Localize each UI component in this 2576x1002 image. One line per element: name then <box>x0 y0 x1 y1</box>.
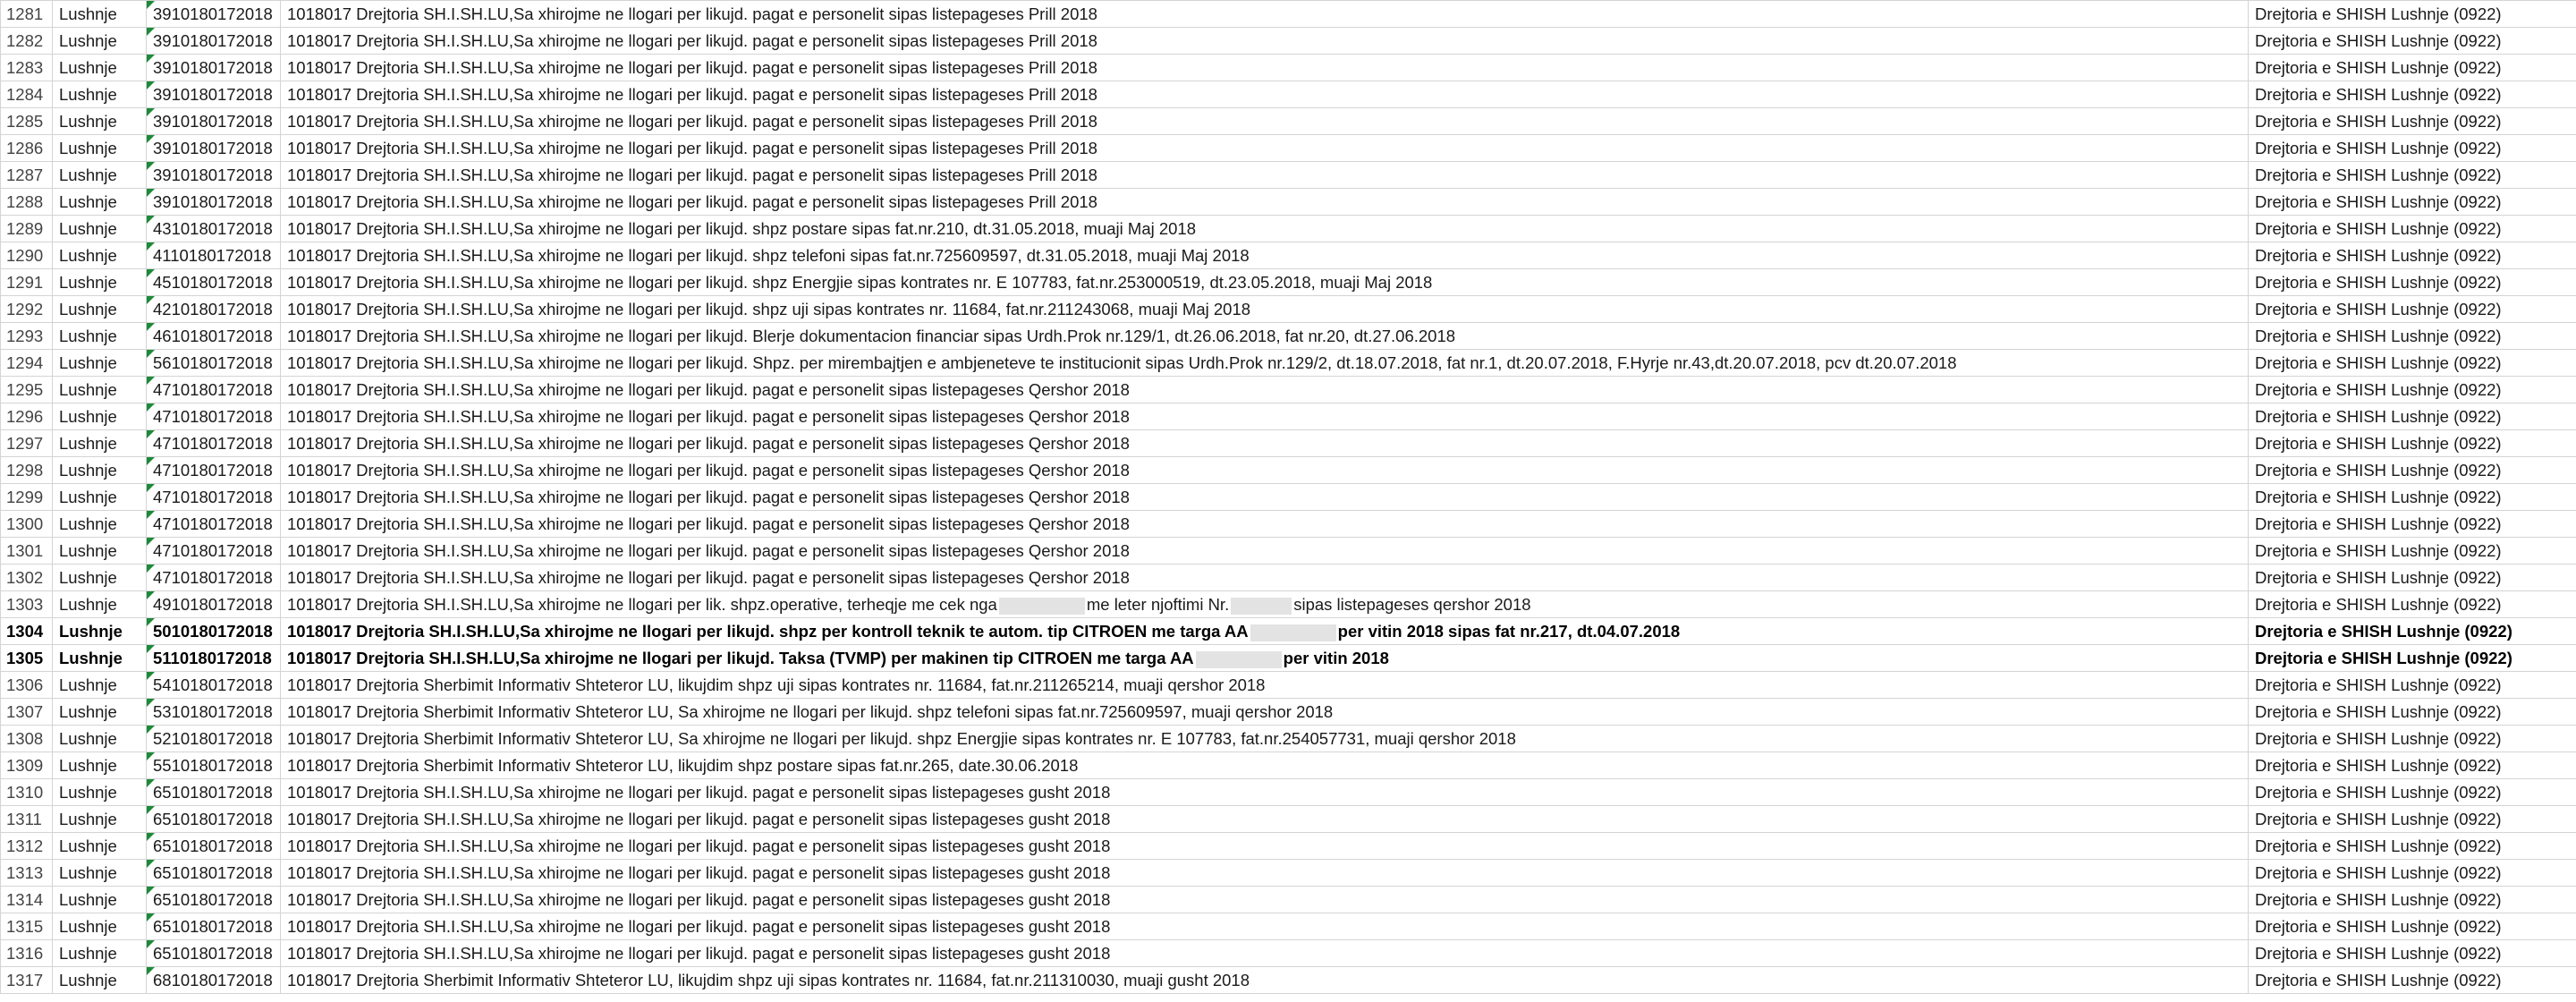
city-cell[interactable]: Lushnje <box>53 726 147 752</box>
row-number-cell[interactable]: 1314 <box>1 887 53 913</box>
description-cell[interactable]: 1018017 Drejtoria Sherbimit Informativ Shteteror LU, likujdim shpz uji sipas kontrates nr. 11684, fat.nr.211265214, muaji qershor 2018 <box>281 672 2249 699</box>
institution-cell[interactable]: Drejtoria e SHISH Lushnje (0922) <box>2249 323 2576 350</box>
table-row[interactable] <box>1 216 2576 242</box>
code-cell[interactable]: 4710180172018 <box>147 377 281 403</box>
table-row[interactable] <box>1 779 2576 806</box>
institution-cell[interactable]: Drejtoria e SHISH Lushnje (0922) <box>2249 377 2576 403</box>
code-cell[interactable]: 4210180172018 <box>147 296 281 323</box>
code-cell[interactable]: 6510180172018 <box>147 913 281 940</box>
institution-cell[interactable]: Drejtoria e SHISH Lushnje (0922) <box>2249 296 2576 323</box>
table-row[interactable] <box>1 699 2576 726</box>
table-row[interactable] <box>1 189 2576 216</box>
city-cell[interactable]: Lushnje <box>53 779 147 806</box>
city-cell[interactable]: Lushnje <box>53 672 147 699</box>
institution-cell[interactable]: Drejtoria e SHISH Lushnje (0922) <box>2249 833 2576 860</box>
description-cell[interactable] <box>281 591 2249 618</box>
city-cell[interactable]: Lushnje <box>53 752 147 779</box>
city-cell[interactable]: Lushnje <box>53 618 147 645</box>
city-cell[interactable]: Lushnje <box>53 55 147 81</box>
row-number-cell[interactable]: 1294 <box>1 350 53 377</box>
institution-cell[interactable]: Drejtoria e SHISH Lushnje (0922) <box>2249 242 2576 269</box>
institution-cell[interactable]: Drejtoria e SHISH Lushnje (0922) <box>2249 81 2576 108</box>
institution-cell[interactable]: Drejtoria e SHISH Lushnje (0922) <box>2249 726 2576 752</box>
description-cell[interactable]: 1018017 Drejtoria SH.I.SH.LU,Sa xhirojme ne llogari per likujd. shpz Energjie sipas kontrates nr. E 107783, fat.nr.253000519, dt.23.05.2018, muaji Maj 2018 <box>281 269 2249 296</box>
row-number-cell[interactable]: 1310 <box>1 779 53 806</box>
code-cell[interactable]: 3910180172018 <box>147 189 281 216</box>
city-cell[interactable]: Lushnje <box>53 189 147 216</box>
description-cell[interactable]: 1018017 Drejtoria SH.I.SH.LU,Sa xhirojme ne llogari per likujd. pagat e personelit sipas listepageses Prill 2018 <box>281 55 2249 81</box>
institution-cell[interactable]: Drejtoria e SHISH Lushnje (0922) <box>2249 1 2576 28</box>
institution-cell[interactable]: Drejtoria e SHISH Lushnje (0922) <box>2249 216 2576 242</box>
city-cell[interactable]: Lushnje <box>53 323 147 350</box>
code-cell[interactable]: 4710180172018 <box>147 565 281 591</box>
description-cell[interactable]: 1018017 Drejtoria Sherbimit Informativ Shteteror LU, Sa xhirojme ne llogari per likujd. shpz Energjie sipas kontrates nr. E 107783, fat.nr.254057731, muaji qershor 2018 <box>281 726 2249 752</box>
code-cell[interactable]: 4710180172018 <box>147 457 281 484</box>
city-cell[interactable]: Lushnje <box>53 28 147 55</box>
description-cell[interactable] <box>281 645 2249 672</box>
row-number-cell[interactable]: 1283 <box>1 55 53 81</box>
description-cell[interactable]: 1018017 Drejtoria SH.I.SH.LU,Sa xhirojme ne llogari per likujd. pagat e personelit sipas listepageses Qershor 2018 <box>281 565 2249 591</box>
row-number-cell[interactable]: 1296 <box>1 403 53 430</box>
code-cell[interactable]: 3910180172018 <box>147 28 281 55</box>
row-number-cell[interactable]: 1303 <box>1 591 53 618</box>
code-cell[interactable]: 6510180172018 <box>147 806 281 833</box>
table-row[interactable] <box>1 538 2576 565</box>
table-row[interactable] <box>1 403 2576 430</box>
row-number-cell[interactable]: 1317 <box>1 967 53 994</box>
code-cell[interactable]: 3910180172018 <box>147 135 281 162</box>
description-cell[interactable]: 1018017 Drejtoria SH.I.SH.LU,Sa xhirojme ne llogari per likujd. pagat e personelit sipas listepageses Prill 2018 <box>281 135 2249 162</box>
description-cell[interactable]: 1018017 Drejtoria SH.I.SH.LU,Sa xhirojme ne llogari per likujd. pagat e personelit sipas listepageses gusht 2018 <box>281 806 2249 833</box>
description-cell[interactable]: 1018017 Drejtoria SH.I.SH.LU,Sa xhirojme ne llogari per likujd. pagat e personelit sipas listepageses gusht 2018 <box>281 860 2249 887</box>
city-cell[interactable]: Lushnje <box>53 1 147 28</box>
row-number-cell[interactable]: 1290 <box>1 242 53 269</box>
institution-cell[interactable]: Drejtoria e SHISH Lushnje (0922) <box>2249 887 2576 913</box>
table-row[interactable] <box>1 511 2576 538</box>
description-text: per vitin 2018 sipas fat nr.217, dt.04.07.2018 <box>1337 622 1681 641</box>
description-cell[interactable]: 1018017 Drejtoria SH.I.SH.LU,Sa xhirojme ne llogari per likujd. pagat e personelit sipas listepageses Prill 2018 <box>281 81 2249 108</box>
description-cell[interactable]: 1018017 Drejtoria Sherbimit Informativ Shteteror LU, likujdim shpz postare sipas fat.nr.265, date.30.06.2018 <box>281 752 2249 779</box>
table-row[interactable] <box>1 940 2576 967</box>
table-row[interactable] <box>1 350 2576 377</box>
description-cell[interactable]: 1018017 Drejtoria SH.I.SH.LU,Sa xhirojme ne llogari per likujd. pagat e personelit sipas listepageses Qershor 2018 <box>281 457 2249 484</box>
code-cell[interactable]: 4710180172018 <box>147 430 281 457</box>
city-cell[interactable]: Lushnje <box>53 565 147 591</box>
description-cell[interactable]: 1018017 Drejtoria SH.I.SH.LU,Sa xhirojme ne llogari per likujd. pagat e personelit sipas listepageses Prill 2018 <box>281 189 2249 216</box>
city-cell[interactable]: Lushnje <box>53 645 147 672</box>
institution-cell[interactable]: Drejtoria e SHISH Lushnje (0922) <box>2249 806 2576 833</box>
description-cell[interactable]: 1018017 Drejtoria SH.I.SH.LU,Sa xhirojme ne llogari per likujd. pagat e personelit sipas listepageses Qershor 2018 <box>281 511 2249 538</box>
institution-cell[interactable]: Drejtoria e SHISH Lushnje (0922) <box>2249 779 2576 806</box>
city-cell[interactable]: Lushnje <box>53 216 147 242</box>
city-cell[interactable]: Lushnje <box>53 162 147 189</box>
table-row[interactable] <box>1 1 2576 28</box>
code-cell[interactable]: 5510180172018 <box>147 752 281 779</box>
redacted-block <box>1250 624 1336 641</box>
row-number-cell[interactable]: 1295 <box>1 377 53 403</box>
description-text: 1018017 Drejtoria SH.I.SH.LU,Sa xhirojme ne llogari per likujd. shpz per kontroll teknik te autom. tip CITROEN me targa AA <box>287 622 1249 641</box>
row-number-cell[interactable]: 1302 <box>1 565 53 591</box>
table-row[interactable] <box>1 55 2576 81</box>
row-number-cell[interactable]: 1293 <box>1 323 53 350</box>
code-cell[interactable]: 4710180172018 <box>147 538 281 565</box>
table-row[interactable] <box>1 752 2576 779</box>
description-cell[interactable] <box>281 618 2249 645</box>
description-cell[interactable]: 1018017 Drejtoria SH.I.SH.LU,Sa xhirojme ne llogari per likujd. pagat e personelit sipas listepageses gusht 2018 <box>281 887 2249 913</box>
table-row[interactable] <box>1 242 2576 269</box>
row-number-cell[interactable]: 1281 <box>1 1 53 28</box>
institution-cell[interactable]: Drejtoria e SHISH Lushnje (0922) <box>2249 484 2576 511</box>
description-cell[interactable]: 1018017 Drejtoria SH.I.SH.LU,Sa xhirojme ne llogari per likujd. pagat e personelit sipas listepageses Prill 2018 <box>281 28 2249 55</box>
institution-cell[interactable]: Drejtoria e SHISH Lushnje (0922) <box>2249 618 2576 645</box>
code-cell[interactable]: 3910180172018 <box>147 1 281 28</box>
institution-cell[interactable]: Drejtoria e SHISH Lushnje (0922) <box>2249 350 2576 377</box>
city-cell[interactable]: Lushnje <box>53 699 147 726</box>
table-row[interactable] <box>1 108 2576 135</box>
table-row[interactable] <box>1 162 2576 189</box>
table-row[interactable] <box>1 913 2576 940</box>
table-row[interactable] <box>1 591 2576 618</box>
description-text: per vitin 2018 <box>1283 649 1389 667</box>
table-row[interactable] <box>1 135 2576 162</box>
redacted-block <box>1231 598 1292 615</box>
description-cell[interactable]: 1018017 Drejtoria SH.I.SH.LU,Sa xhirojme ne llogari per likujd. pagat e personelit sipas listepageses Prill 2018 <box>281 1 2249 28</box>
row-number-cell[interactable]: 1307 <box>1 699 53 726</box>
code-cell[interactable]: 4510180172018 <box>147 269 281 296</box>
city-cell[interactable]: Lushnje <box>53 887 147 913</box>
row-number-cell[interactable]: 1298 <box>1 457 53 484</box>
code-cell[interactable]: 3910180172018 <box>147 55 281 81</box>
row-number-cell[interactable]: 1311 <box>1 806 53 833</box>
code-cell[interactable]: 6510180172018 <box>147 833 281 860</box>
row-number-cell[interactable]: 1306 <box>1 672 53 699</box>
code-cell[interactable]: 4710180172018 <box>147 403 281 430</box>
table-row[interactable] <box>1 377 2576 403</box>
code-cell[interactable]: 4710180172018 <box>147 484 281 511</box>
code-cell[interactable]: 3910180172018 <box>147 108 281 135</box>
city-cell[interactable]: Lushnje <box>53 430 147 457</box>
institution-cell[interactable]: Drejtoria e SHISH Lushnje (0922) <box>2249 403 2576 430</box>
institution-cell[interactable]: Drejtoria e SHISH Lushnje (0922) <box>2249 430 2576 457</box>
city-cell[interactable]: Lushnje <box>53 403 147 430</box>
city-cell[interactable]: Lushnje <box>53 81 147 108</box>
row-number-cell[interactable]: 1289 <box>1 216 53 242</box>
code-cell[interactable]: 3910180172018 <box>147 81 281 108</box>
row-number-cell[interactable]: 1287 <box>1 162 53 189</box>
description-cell[interactable]: 1018017 Drejtoria SH.I.SH.LU,Sa xhirojme ne llogari per likujd. pagat e personelit sipas listepageses Qershor 2018 <box>281 484 2249 511</box>
institution-cell[interactable]: Drejtoria e SHISH Lushnje (0922) <box>2249 511 2576 538</box>
table-row[interactable] <box>1 618 2576 645</box>
description-cell[interactable]: 1018017 Drejtoria SH.I.SH.LU,Sa xhirojme ne llogari per likujd. pagat e personelit sipas listepageses Qershor 2018 <box>281 538 2249 565</box>
code-cell[interactable]: 4910180172018 <box>147 591 281 618</box>
institution-cell[interactable]: Drejtoria e SHISH Lushnje (0922) <box>2249 108 2576 135</box>
description-text: me leter njoftimi Nr. <box>1086 595 1230 614</box>
city-cell[interactable]: Lushnje <box>53 484 147 511</box>
city-cell[interactable]: Lushnje <box>53 269 147 296</box>
table-row[interactable] <box>1 430 2576 457</box>
institution-cell[interactable]: Drejtoria e SHISH Lushnje (0922) <box>2249 591 2576 618</box>
city-cell[interactable]: Lushnje <box>53 833 147 860</box>
description-cell[interactable]: 1018017 Drejtoria Sherbimit Informativ Shteteror LU, Sa xhirojme ne llogari per likujd. shpz telefoni sipas fat.nr.725609597, muaji qershor 2018 <box>281 699 2249 726</box>
city-cell[interactable]: Lushnje <box>53 967 147 994</box>
row-number-cell[interactable]: 1297 <box>1 430 53 457</box>
row-number-cell[interactable]: 1315 <box>1 913 53 940</box>
city-cell[interactable]: Lushnje <box>53 913 147 940</box>
code-cell[interactable]: 6510180172018 <box>147 887 281 913</box>
description-text: 1018017 Drejtoria SH.I.SH.LU,Sa xhirojme ne llogari per likujd. Taksa (TVMP) per makinen tip CITROEN me targa AA <box>287 649 1194 667</box>
table-row[interactable] <box>1 967 2576 994</box>
code-cell[interactable]: 6510180172018 <box>147 779 281 806</box>
institution-cell[interactable]: Drejtoria e SHISH Lushnje (0922) <box>2249 189 2576 216</box>
institution-cell[interactable]: Drejtoria e SHISH Lushnje (0922) <box>2249 940 2576 967</box>
description-cell[interactable]: 1018017 Drejtoria SH.I.SH.LU,Sa xhirojme ne llogari per likujd. shpz telefoni sipas fat.nr.725609597, dt.31.05.2018, muaji Maj 2018 <box>281 242 2249 269</box>
city-cell[interactable]: Lushnje <box>53 860 147 887</box>
institution-cell[interactable]: Drejtoria e SHISH Lushnje (0922) <box>2249 55 2576 81</box>
institution-cell[interactable]: Drejtoria e SHISH Lushnje (0922) <box>2249 699 2576 726</box>
table-row[interactable] <box>1 806 2576 833</box>
description-cell[interactable]: 1018017 Drejtoria SH.I.SH.LU,Sa xhirojme ne llogari per likujd. pagat e personelit sipas listepageses Qershor 2018 <box>281 403 2249 430</box>
row-number-cell[interactable]: 1286 <box>1 135 53 162</box>
table-row[interactable] <box>1 860 2576 887</box>
row-number-cell[interactable]: 1282 <box>1 28 53 55</box>
row-number-cell[interactable]: 1304 <box>1 618 53 645</box>
row-number-cell[interactable]: 1305 <box>1 645 53 672</box>
description-cell[interactable]: 1018017 Drejtoria SH.I.SH.LU,Sa xhirojme ne llogari per likujd. pagat e personelit sipas listepageses gusht 2018 <box>281 940 2249 967</box>
institution-cell[interactable]: Drejtoria e SHISH Lushnje (0922) <box>2249 672 2576 699</box>
city-cell[interactable]: Lushnje <box>53 538 147 565</box>
row-number-cell[interactable]: 1292 <box>1 296 53 323</box>
institution-cell[interactable]: Drejtoria e SHISH Lushnje (0922) <box>2249 967 2576 994</box>
city-cell[interactable]: Lushnje <box>53 591 147 618</box>
row-number-cell[interactable]: 1301 <box>1 538 53 565</box>
description-cell[interactable]: 1018017 Drejtoria SH.I.SH.LU,Sa xhirojme ne llogari per likujd. pagat e personelit sipas listepageses gusht 2018 <box>281 833 2249 860</box>
code-cell[interactable]: 5410180172018 <box>147 672 281 699</box>
description-cell[interactable]: 1018017 Drejtoria SH.I.SH.LU,Sa xhirojme ne llogari per likujd. pagat e personelit sipas listepageses gusht 2018 <box>281 913 2249 940</box>
description-cell[interactable]: 1018017 Drejtoria SH.I.SH.LU,Sa xhirojme ne llogari per likujd. pagat e personelit sipas listepageses gusht 2018 <box>281 779 2249 806</box>
institution-cell[interactable]: Drejtoria e SHISH Lushnje (0922) <box>2249 860 2576 887</box>
city-cell[interactable]: Lushnje <box>53 940 147 967</box>
description-cell[interactable]: 1018017 Drejtoria SH.I.SH.LU,Sa xhirojme ne llogari per likujd. Blerje dokumentacion financiar sipas Urdh.Prok nr.129/1, dt.26.06.2018, fat nr.20, dt.27.06.2018 <box>281 323 2249 350</box>
row-number-cell[interactable]: 1300 <box>1 511 53 538</box>
institution-cell[interactable]: Drejtoria e SHISH Lushnje (0922) <box>2249 752 2576 779</box>
city-cell[interactable]: Lushnje <box>53 108 147 135</box>
city-cell[interactable]: Lushnje <box>53 511 147 538</box>
institution-cell[interactable]: Drejtoria e SHISH Lushnje (0922) <box>2249 645 2576 672</box>
table-row[interactable] <box>1 323 2576 350</box>
row-number-cell[interactable]: 1299 <box>1 484 53 511</box>
row-number-cell[interactable]: 1313 <box>1 860 53 887</box>
code-cell[interactable]: 5310180172018 <box>147 699 281 726</box>
code-cell[interactable]: 5610180172018 <box>147 350 281 377</box>
institution-cell[interactable]: Drejtoria e SHISH Lushnje (0922) <box>2249 162 2576 189</box>
code-cell[interactable]: 5010180172018 <box>147 618 281 645</box>
institution-cell[interactable]: Drejtoria e SHISH Lushnje (0922) <box>2249 269 2576 296</box>
institution-cell[interactable]: Drejtoria e SHISH Lushnje (0922) <box>2249 135 2576 162</box>
code-cell[interactable]: 6810180172018 <box>147 967 281 994</box>
table-row[interactable] <box>1 672 2576 699</box>
table-row[interactable] <box>1 457 2576 484</box>
institution-cell[interactable]: Drejtoria e SHISH Lushnje (0922) <box>2249 457 2576 484</box>
table-row[interactable] <box>1 269 2576 296</box>
city-cell[interactable]: Lushnje <box>53 457 147 484</box>
description-cell[interactable]: 1018017 Drejtoria SH.I.SH.LU,Sa xhirojme ne llogari per likujd. pagat e personelit sipas listepageses Qershor 2018 <box>281 377 2249 403</box>
code-cell[interactable]: 6510180172018 <box>147 860 281 887</box>
table-row[interactable] <box>1 645 2576 672</box>
city-cell[interactable]: Lushnje <box>53 377 147 403</box>
row-number-cell[interactable]: 1285 <box>1 108 53 135</box>
row-number-cell[interactable]: 1308 <box>1 726 53 752</box>
description-text: sipas listepageses qershor 2018 <box>1293 595 1531 614</box>
table-row[interactable] <box>1 484 2576 511</box>
code-cell[interactable]: 4310180172018 <box>147 216 281 242</box>
table-row[interactable] <box>1 887 2576 913</box>
institution-cell[interactable]: Drejtoria e SHISH Lushnje (0922) <box>2249 913 2576 940</box>
institution-cell[interactable]: Drejtoria e SHISH Lushnje (0922) <box>2249 538 2576 565</box>
city-cell[interactable]: Lushnje <box>53 806 147 833</box>
code-cell[interactable]: 4610180172018 <box>147 323 281 350</box>
row-number-cell[interactable]: 1316 <box>1 940 53 967</box>
table-row[interactable] <box>1 28 2576 55</box>
description-text: 1018017 Drejtoria SH.I.SH.LU,Sa xhirojme ne llogari per lik. shpz.operative, terheqje me cek nga <box>287 595 997 614</box>
redacted-block <box>999 598 1085 615</box>
code-cell[interactable]: 5210180172018 <box>147 726 281 752</box>
institution-cell[interactable]: Drejtoria e SHISH Lushnje (0922) <box>2249 565 2576 591</box>
row-number-cell[interactable]: 1291 <box>1 269 53 296</box>
code-cell[interactable]: 4710180172018 <box>147 511 281 538</box>
institution-cell[interactable]: Drejtoria e SHISH Lushnje (0922) <box>2249 28 2576 55</box>
description-cell[interactable]: 1018017 Drejtoria SH.I.SH.LU,Sa xhirojme ne llogari per likujd. pagat e personelit sipas listepageses Qershor 2018 <box>281 430 2249 457</box>
table-row[interactable] <box>1 565 2576 591</box>
code-cell[interactable]: 5110180172018 <box>147 645 281 672</box>
row-number-cell[interactable]: 1312 <box>1 833 53 860</box>
description-cell[interactable]: 1018017 Drejtoria SH.I.SH.LU,Sa xhirojme ne llogari per likujd. pagat e personelit sipas listepageses Prill 2018 <box>281 162 2249 189</box>
row-number-cell[interactable]: 1288 <box>1 189 53 216</box>
table-row[interactable] <box>1 833 2576 860</box>
table-row[interactable] <box>1 726 2576 752</box>
city-cell[interactable]: Lushnje <box>53 242 147 269</box>
city-cell[interactable]: Lushnje <box>53 135 147 162</box>
code-cell[interactable]: 3910180172018 <box>147 162 281 189</box>
row-number-cell[interactable]: 1309 <box>1 752 53 779</box>
description-cell[interactable]: 1018017 Drejtoria SH.I.SH.LU,Sa xhirojme ne llogari per likujd. Shpz. per mirembajtjen e ambjeneteve te institucionit sipas Urdh.Prok nr.129/2, dt.18.07.2018, fat nr.1, dt.20.07.2018, F.Hyrje nr.43,dt.20.07.2018, pcv dt.20.07.2018 <box>281 350 2249 377</box>
description-cell[interactable]: 1018017 Drejtoria SH.I.SH.LU,Sa xhirojme ne llogari per likujd. shpz uji sipas kontrates nr. 11684, fat.nr.211243068, muaji Maj 2018 <box>281 296 2249 323</box>
city-cell[interactable]: Lushnje <box>53 296 147 323</box>
row-number-cell[interactable]: 1284 <box>1 81 53 108</box>
table-row[interactable] <box>1 81 2576 108</box>
redacted-block <box>1196 651 1282 668</box>
code-cell[interactable]: 6510180172018 <box>147 940 281 967</box>
description-cell[interactable]: 1018017 Drejtoria SH.I.SH.LU,Sa xhirojme ne llogari per likujd. pagat e personelit sipas listepageses Prill 2018 <box>281 108 2249 135</box>
description-cell[interactable]: 1018017 Drejtoria Sherbimit Informativ Shteteror LU, likujdim shpz uji sipas kontrates nr. 11684, fat.nr.211310030, muaji gusht 2018 <box>281 967 2249 994</box>
city-cell[interactable]: Lushnje <box>53 350 147 377</box>
table-row[interactable] <box>1 296 2576 323</box>
code-cell[interactable]: 4110180172018 <box>147 242 281 269</box>
description-cell[interactable]: 1018017 Drejtoria SH.I.SH.LU,Sa xhirojme ne llogari per likujd. shpz postare sipas fat.nr.210, dt.31.05.2018, muaji Maj 2018 <box>281 216 2249 242</box>
